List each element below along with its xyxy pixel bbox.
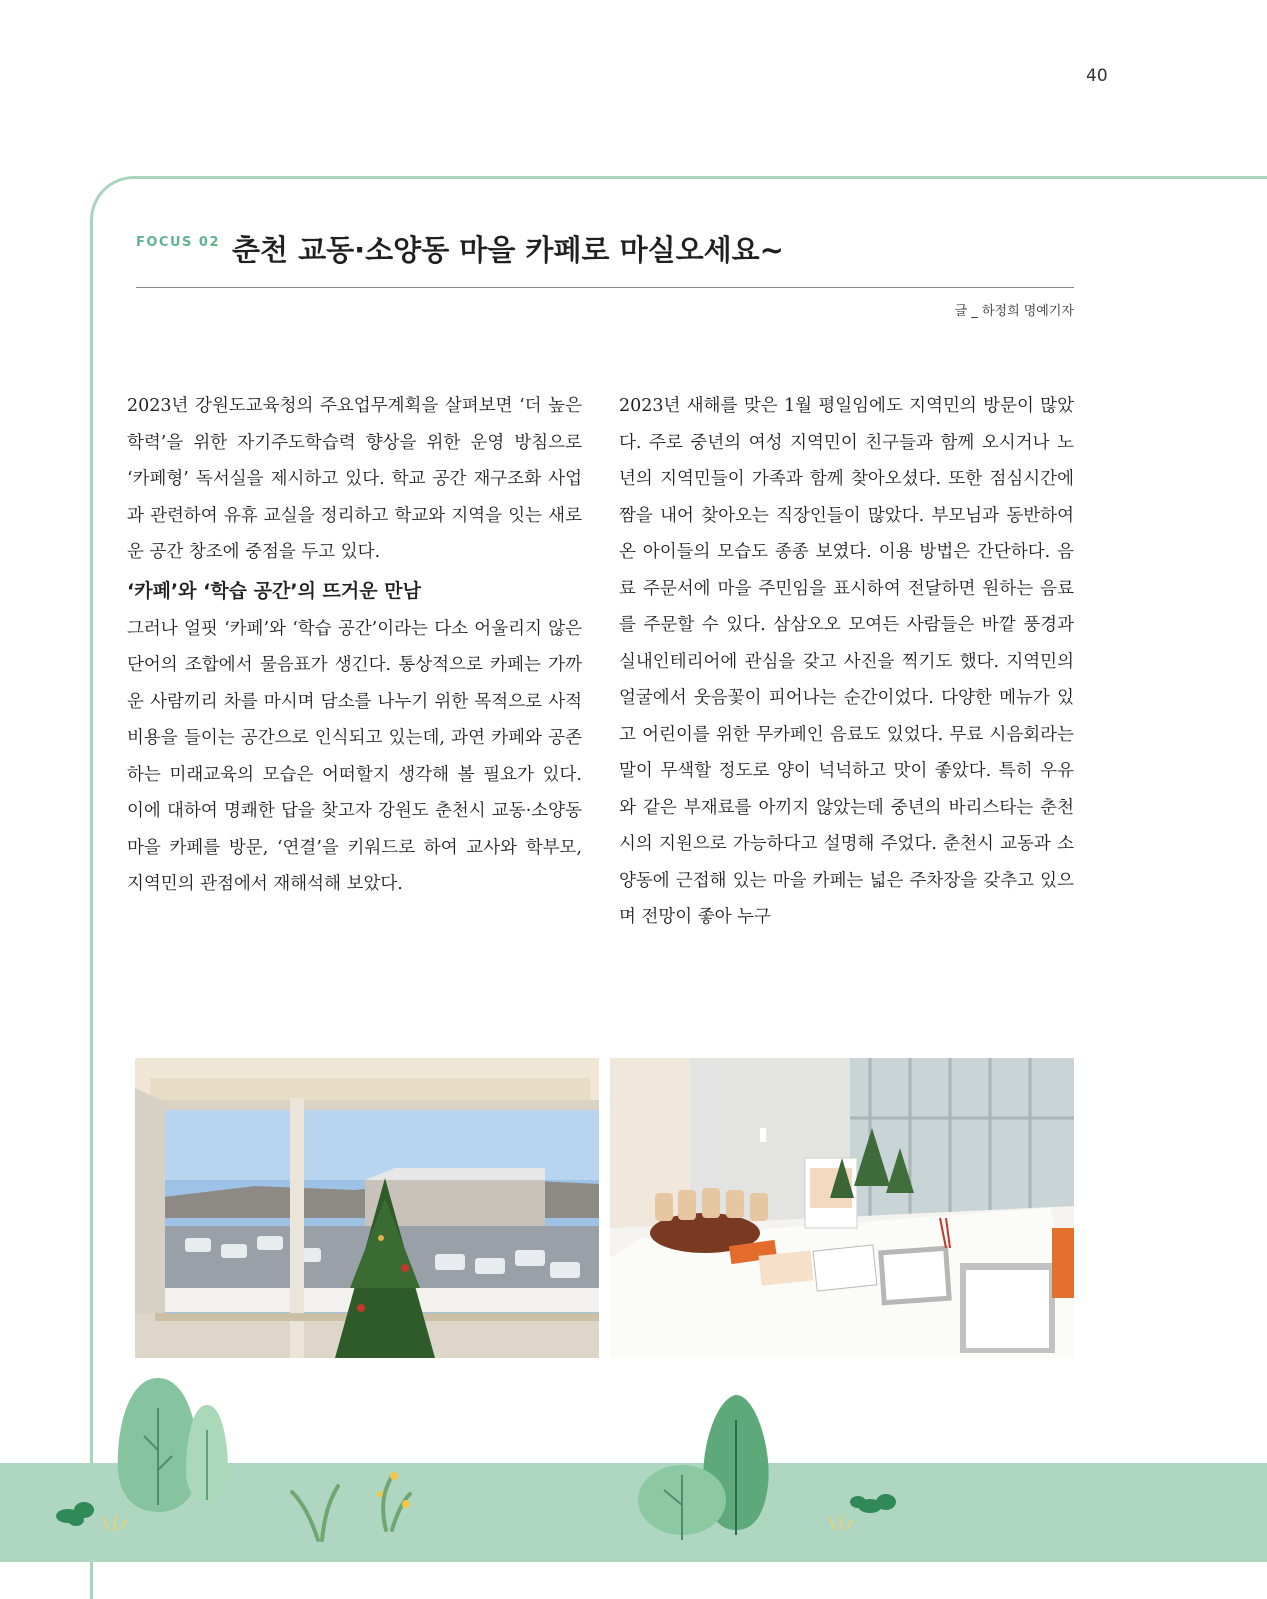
- focus-label: FOCUS 02: [136, 235, 221, 250]
- section-heading: ‘카페’와 ‘학습 공간’의 뜨거운 만남: [127, 579, 421, 602]
- byline: 글 _ 하정희 명예기자: [954, 304, 1074, 319]
- page-number: 40: [1086, 66, 1108, 86]
- intro-paragraph: 2023년 강원도교육청의 주요업무계획을 살펴보면 ‘더 높은 학력’을 위한 자기주도학습력 향상을 위한 운영 방침으로 ‘카페형’ 독서실을 제시하고 있다. 학교 공간 재구조화 사업과 관련하여 유휴 교실을 정리하고 학교와 지역을 잇는 새로운 공간 창조에 중점을 두고 있다.: [127, 396, 582, 562]
- right-paragraph: 2023년 새해를 맞은 1월 평일임에도 지역민의 방문이 많았다. 주로 중년의 여성 지역민이 친구들과 함께 오시거나 노년의 지역민들이 가족과 함께 찾아오셨다. 또한 점심시간에 짬을 내어 찾아오는 직장인들이 많았다. 부모님과 동반하여 온 아이들의 모습도 종종 보였다. 이용 방법은 간단하다. 음료 주문서에 마을 주민임을 표시하여 전달하면 원하는 음료를 주문할 수 있다. 삼삼오오 모여든 사람들은 바깥 풍경과 실내인테리어에 관심을 갖고 사진을 찍기도 했다. 지역민의 얼굴에서 웃음꽃이 피어나는 순간이었다. 다양한 메뉴가 있고 어린이를 위한 무카페인 음료도 있었다. 무료 시음회라는 말이 무색할 정도로 양이 넉넉하고 맛이 좋았다. 특히 우유와 같은 부재료를 아끼지 않았는데 중년의 바리스타는 춘천시의 지원으로 가능하다고 설명해 주었다. 춘천시 교동과 소양동에 근접해 있는 마을 카페는 넓은 주차장을 갖추고 있으며 전망이 좋아 누구: [619, 396, 1074, 927]
- article-title: 춘천 교동·소양동 마을 카페로 마실오세요~: [232, 233, 784, 267]
- section-paragraph: 그러나 얼핏 ‘카페’와 ‘학습 공간’이라는 다소 어울리지 않은 단어의 조합에서 물음표가 생긴다. 통상적으로 카페는 가까운 사람끼리 차를 마시며 담소를 나누기 위한 목적으로 사적 비용을 들이는 공간으로 인식되고 있는데, 과연 카페와 공존하는 미래교육의 모습은 어떠할지 생각해 볼 필요가 있다. 이에 대하여 명쾌한 답을 찾고자 강원도 춘천시 교동·소양동 마을 카페를 방문, ‘연결’을 키워드로 하여 교사와 학부모, 지역민의 관점에서 재해석해 보았다.: [127, 618, 582, 894]
